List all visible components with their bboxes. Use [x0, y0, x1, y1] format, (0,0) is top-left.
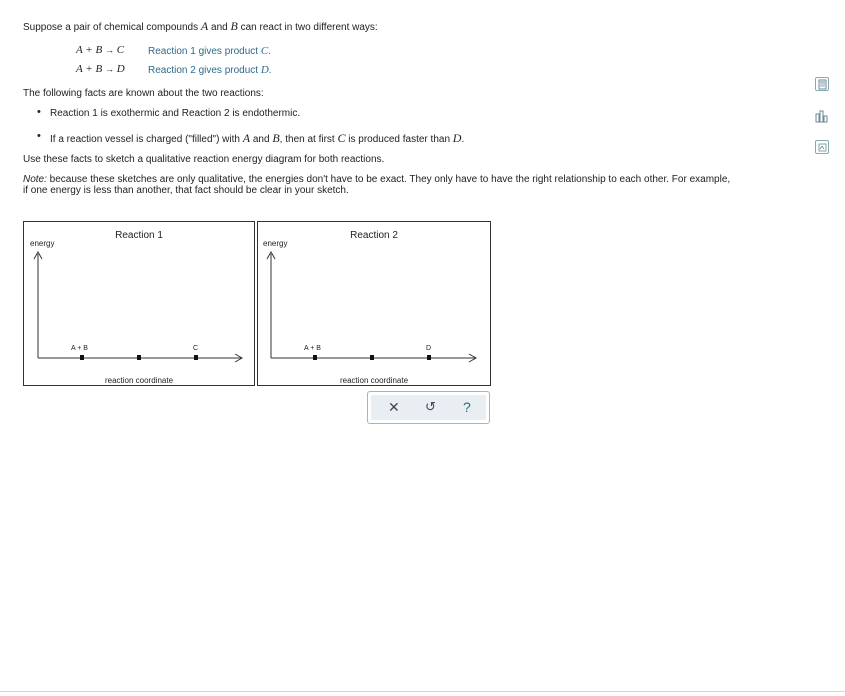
x-axis-label: reaction coordinate — [339, 376, 409, 385]
note-text: Note: because these sketches are only qualitative, the energies don't have to be exact. They only have to have the right relationship to each other. For example, if one energy is less than another, that fact should be clear in your sketch. — [23, 174, 731, 196]
facts-heading: The following facts are known about the two reactions: — [23, 88, 264, 99]
intro-text: Suppose a pair of chemical compounds A and B can react in two different ways: — [23, 19, 378, 33]
reactant-label: A + B — [71, 345, 88, 352]
transition-tick-marker[interactable] — [370, 355, 374, 360]
chart-icon[interactable] — [815, 109, 829, 123]
periodic-table-icon[interactable] — [815, 140, 829, 154]
fact-2: If a reaction vessel is charged ("filled") with A and B, then at first C is produced faster than D. — [50, 131, 465, 145]
calculator-icon[interactable] — [815, 77, 829, 91]
product-tick-marker[interactable] — [194, 355, 198, 360]
footer-divider — [0, 691, 845, 692]
axes — [24, 222, 256, 387]
clear-button[interactable]: ✕ — [388, 399, 400, 415]
energy-axis-label: energy — [30, 239, 55, 248]
reaction-1-diagram[interactable] — [23, 221, 255, 386]
product-tick-marker[interactable] — [427, 355, 431, 360]
diagram-title: Reaction 2 — [350, 230, 398, 241]
x-axis-label: reaction coordinate — [104, 376, 174, 385]
undo-button[interactable]: ↺ — [425, 399, 436, 414]
bullet-dot: • — [37, 106, 41, 118]
reactant-label: A + B — [304, 345, 321, 352]
reaction-2-diagram[interactable] — [257, 221, 491, 386]
reaction-2-description: Reaction 2 gives product D. — [148, 64, 272, 76]
axes — [258, 222, 492, 387]
product-label: C — [193, 345, 199, 352]
reaction-1-description: Reaction 1 gives product C. — [148, 45, 271, 57]
energy-axis-label: energy — [263, 239, 288, 248]
diagram-title: Reaction 1 — [115, 230, 163, 241]
fact-1: Reaction 1 is exothermic and Reaction 2 is endothermic. — [50, 108, 301, 119]
reaction-1-equation: A + B → C — [76, 44, 125, 56]
product-label: D — [426, 345, 432, 352]
calculator-icon-glyph — [816, 78, 828, 90]
instruction-text: Use these facts to sketch a qualitative reaction energy diagram for both reactions. — [23, 154, 385, 165]
answer-toolbar — [367, 391, 490, 424]
chart-icon-glyph — [815, 109, 829, 123]
bullet-dot: • — [37, 130, 41, 142]
toolbar-inner — [371, 395, 486, 420]
reactant-tick-marker[interactable] — [313, 355, 317, 360]
help-button[interactable]: ? — [463, 399, 471, 415]
reaction-2-equation: A + B → D — [76, 63, 125, 75]
periodic-table-icon-glyph — [816, 141, 828, 153]
reactant-tick-marker[interactable] — [80, 355, 84, 360]
transition-tick-marker[interactable] — [137, 355, 141, 360]
